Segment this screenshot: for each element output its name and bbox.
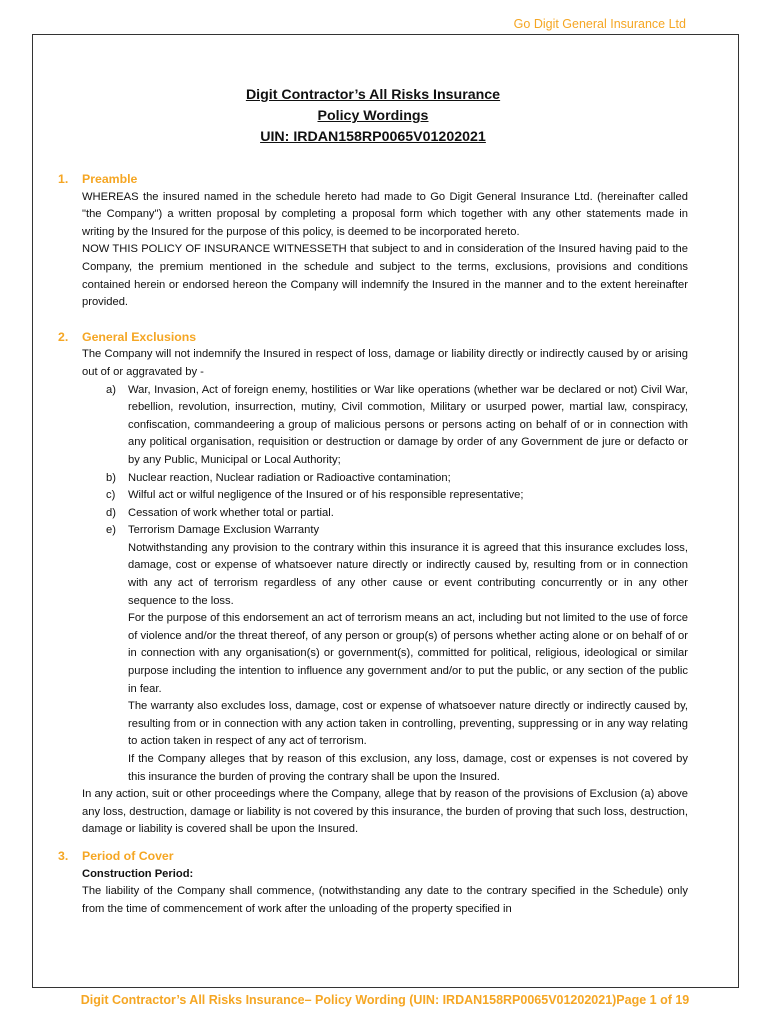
header-company-name: Go Digit General Insurance Ltd [513, 17, 686, 31]
title-line-1: Digit Contractor’s All Risks Insurance [245, 87, 501, 103]
list-item-text: Nuclear reaction, Nuclear radiation or Radioactive contamination; [128, 471, 451, 484]
list-item [82, 382, 688, 470]
list-marker: a) [106, 383, 116, 396]
list-item [82, 470, 688, 488]
section-heading-period-of-cover [58, 848, 688, 866]
period-paragraph-1: The liability of the Company shall commence, (notwithstanding any date to the contrary specified in the Schedule) only from the time of commencement of work after the unloading of the property specified in [82, 885, 688, 915]
section-title: Period of Cover [82, 848, 174, 863]
page-frame [32, 34, 739, 988]
terrorism-paragraph-1: Notwithstanding any provision to the contrary within this insurance it is agreed that this insurance excludes loss, damage, cost or expense of whatsoever nature directly or indirectly caused by, resulting from or in connection with any act of terrorism regardless of any other cause or event contributing concurrently or in any other sequence to the loss. [128, 541, 688, 607]
title-line-2: Policy Wordings [317, 108, 429, 124]
construction-period-subheading: Construction Period: [82, 867, 194, 880]
page-footer: Digit Contractor’s All Risks Insurance– Policy Wording (UIN: IRDAN158RP0065V01202021)Page 1 of 19 [80, 993, 690, 1007]
exclusions-list [82, 382, 688, 787]
list-item-text: Terrorism Damage Exclusion Warranty [128, 524, 320, 537]
terrorism-paragraph-2: For the purpose of this endorsement an act of terrorism means an act, including but not limited to the use of force of violence and/or the threat thereof, of any person or group(s) of persons whether acting alone or on behalf of or in connection with any organisation(s) or government(s), committed for political, religious, ideological or similar purpose including the intention to influence any government and/or to put the public, or any section of the public in fear. [128, 612, 688, 695]
list-item [82, 522, 688, 540]
section-heading-preamble [58, 171, 688, 189]
section-number: 3. [58, 848, 69, 863]
preamble-paragraph-1: WHEREAS the insured named in the schedule hereto had made to Go Digit General Insurance Ltd. (hereinafter called "the Company") a written proposal by completing a proposal form which together with any other statements made in writing by the Insured for the purpose of this policy, is deemed to be incorporated hereto. [82, 190, 688, 238]
terrorism-paragraph-4: If the Company alleges that by reason of this exclusion, any loss, damage, cost or expenses is not covered by this insurance the burden of proving the contrary shall be upon the Insured. [128, 753, 688, 783]
list-marker: c) [106, 489, 116, 502]
section-title: Preamble [82, 172, 138, 186]
list-marker: d) [106, 506, 116, 519]
section-heading-exclusions [58, 329, 688, 347]
list-item-text: War, Invasion, Act of foreign enemy, hostilities or War like operations (whether war be declared or not) Civil War, rebellion, revolution, insurrection, mutiny, Civil commotion, Military or usurped power, martial law, conspiracy, confiscation, commandeering a group of malicious persons or persons acting on behalf of or in connection with any political organisation, requisition or destruction or damage by order of any Government de jure or defacto or by any Public, Municipal or Local Authority; [128, 383, 688, 466]
section-number: 2. [58, 329, 69, 344]
title-uin: UIN: IRDAN158RP0065V01202021 [260, 129, 486, 145]
list-item-text: Cessation of work whether total or partial. [128, 506, 334, 519]
section-title: General Exclusions [82, 329, 197, 344]
preamble-paragraph-2: NOW THIS POLICY OF INSURANCE WITNESSETH that subject to and in consideration of the Insured having paid to the Company, the premium mentioned in the schedule and subject to the terms, exclusions, provisions and conditions contained herein or endorsed hereon the Company will indemnify the Insured in the manner and to the extent hereinafter provided. [82, 243, 688, 309]
list-marker: b) [106, 471, 116, 484]
exclusions-closing: In any action, suit or other proceedings where the Company, allege that by reason of the provisions of Exclusion (a) above any loss, destruction, damage or liability is not covered by this insurance, the burden of proving that such loss, destruction, damage or liability is covered shall be upon the Insured. [82, 788, 688, 836]
section-number: 1. [58, 172, 69, 186]
policy-content [58, 85, 688, 918]
exclusions-intro: The Company will not indemnify the Insured in respect of loss, damage or liability directly or indirectly caused by or arising out of or aggravated by - [82, 348, 688, 378]
list-item [82, 487, 688, 505]
list-item-text: Wilful act or wilful negligence of the Insured or of his responsible representative; [128, 489, 524, 502]
list-item [82, 505, 688, 523]
terrorism-paragraph-3: The warranty also excludes loss, damage, cost or expense of whatsoever nature directly or indirectly caused by, resulting from or in connection with any action taken in controlling, preventing, suppressing or in any way relating to action taken in respect of any act of terrorism. [128, 700, 688, 748]
list-marker: e) [106, 524, 116, 537]
document-title [58, 85, 688, 148]
